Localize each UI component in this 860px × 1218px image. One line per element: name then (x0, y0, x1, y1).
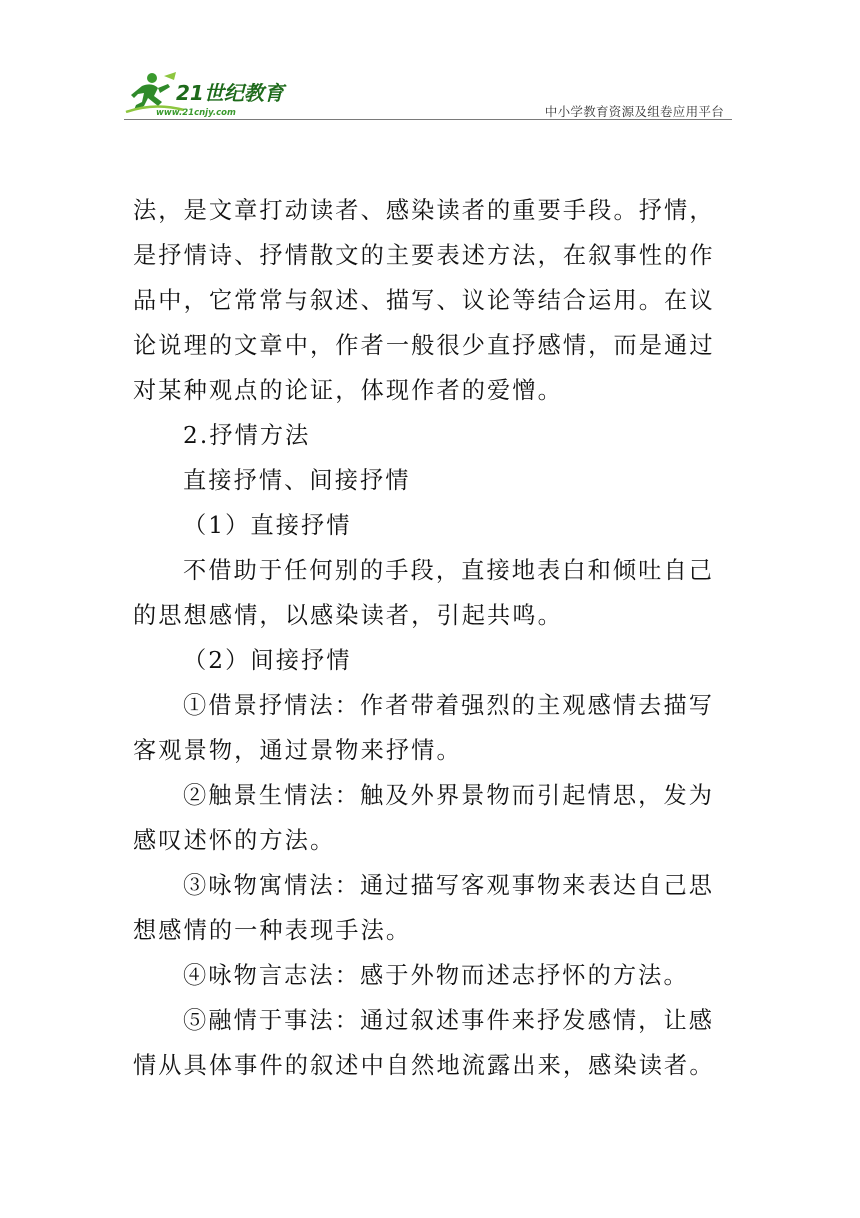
document-body (133, 188, 733, 1088)
heading-lyric-methods: 2.抒情方法 (183, 422, 311, 449)
list-item-3: ③咏物寓情法：通过描写客观事物来表达自己思想感情的一种表现手法。 (133, 872, 715, 944)
paragraph-method-types: 直接抒情、间接抒情 (183, 467, 411, 494)
logo-url: www.21cnjy.com (156, 108, 236, 118)
list-item-5: ⑤融情于事法：通过叙述事件来抒发感情，让感情从具体事件的叙述中自然地流露出来，感染读者。 (133, 1007, 715, 1079)
list-item-1: ①借景抒情法：作者带着强烈的主观感情去描写客观景物，通过景物来抒情。 (133, 692, 715, 764)
list-item-2: ②触景生情法：触及外界景物而引起情思，发为感叹述怀的方法。 (133, 782, 715, 854)
paragraph-direct: 不借助于任何别的手段，直接地表白和倾吐自己的思想感情，以感染读者，引起共鸣。 (133, 557, 715, 629)
page-header (0, 0, 860, 130)
site-name: 中小学教育资源及组卷应用平台 (544, 104, 724, 119)
subheading-indirect: （2）间接抒情 (183, 647, 352, 674)
subheading-direct: （1）直接抒情 (183, 512, 352, 539)
logo-21cnjy (124, 66, 294, 118)
logo-text: 21世纪教育 (176, 81, 284, 105)
header-divider (124, 119, 732, 120)
list-item-4: ④咏物言志法：感于外物而述志抒怀的方法。 (183, 962, 689, 989)
paragraph-intro: 法，是文章打动读者、感染读者的重要手段。抒情，是抒情诗、抒情散文的主要表述方法，在叙事性的作品中，它常常与叙述、描写、议论等结合运用。在议论说理的文章中，作者一般很少直抒感情，而是通过对某种观点的论证，体现作者的爱憎。 (133, 197, 715, 404)
